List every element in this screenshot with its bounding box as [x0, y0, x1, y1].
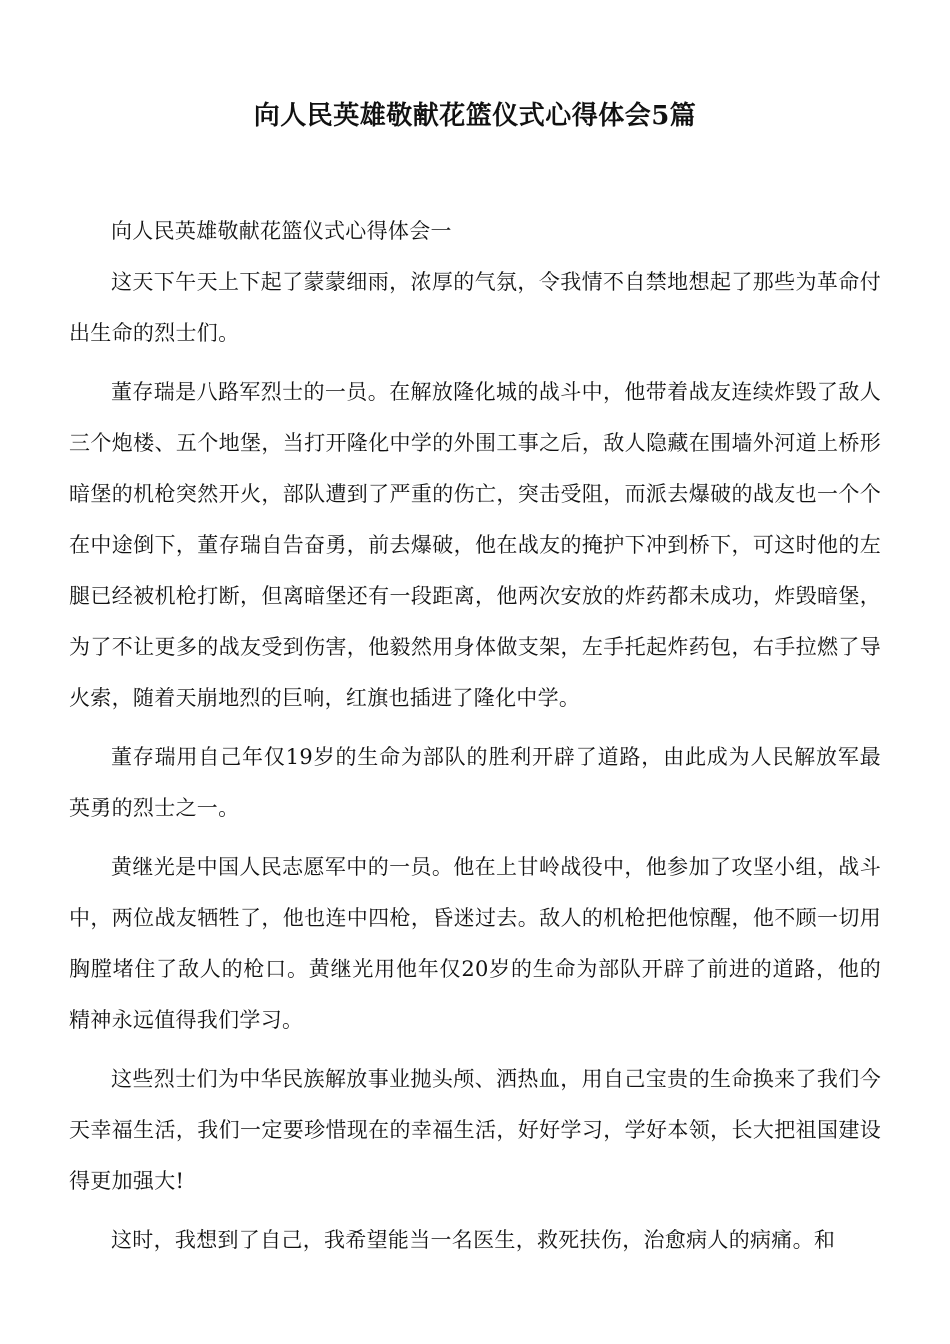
paragraph: 这些烈士们为中华民族解放事业抛头颅、洒热血，用自己宝贵的生命换来了我们今天幸福生活，我们一定要珍惜现在的幸福生活，好好学习，学好本领，长大把祖国建设得更加强大!: [69, 1067, 881, 1193]
document-title: 向人民英雄敬献花篮仪式心得体会5篇: [253, 101, 697, 131]
section-heading: 向人民英雄敬献花篮仪式心得体会一: [111, 219, 452, 243]
document-body: [69, 206, 881, 1274]
paragraph: 这天下午天上下起了蒙蒙细雨，浓厚的气氛，令我情不自禁地想起了那些为革命付出生命的烈士们。: [69, 270, 881, 345]
paragraph: 董存瑞是八路军烈士的一员。在解放隆化城的战斗中，他带着战友连续炸毁了敌人三个炮楼、五个地堡，当打开隆化中学的外围工事之后，敌人隐藏在围墙外河道上桥形暗堡的机枪突然开火，部队遭到了严重的伤亡，突击受阻，而派去爆破的战友也一个个在中途倒下，董存瑞自告奋勇，前去爆破，他在战友的掩护下冲到桥下，可这时他的左腿已经被机枪打断，但离暗堡还有一段距离，他两次安放的炸药都未成功，炸毁暗堡，为了不让更多的战友受到伤害，他毅然用身体做支架，左手托起炸药包，右手拉燃了导火索，随着天崩地烈的巨响，红旗也插进了隆化中学。: [69, 380, 881, 710]
paragraph: 黄继光是中国人民志愿军中的一员。他在上甘岭战役中，他参加了攻坚小组，战斗中，两位战友牺牲了，他也连中四枪，昏迷过去。敌人的机枪把他惊醒，他不顾一切用胸膛堵住了敌人的枪口。黄继光用他年仅20岁的生命为部队开辟了前进的道路，他的精神永远值得我们学习。: [69, 855, 881, 1032]
paragraph: 董存瑞用自己年仅19岁的生命为部队的胜利开辟了道路，由此成为人民解放军最英勇的烈士之一。: [69, 745, 881, 820]
paragraph: 这时，我想到了自己，我希望能当一名医生，救死扶伤，治愈病人的病痛。和: [111, 1228, 836, 1252]
